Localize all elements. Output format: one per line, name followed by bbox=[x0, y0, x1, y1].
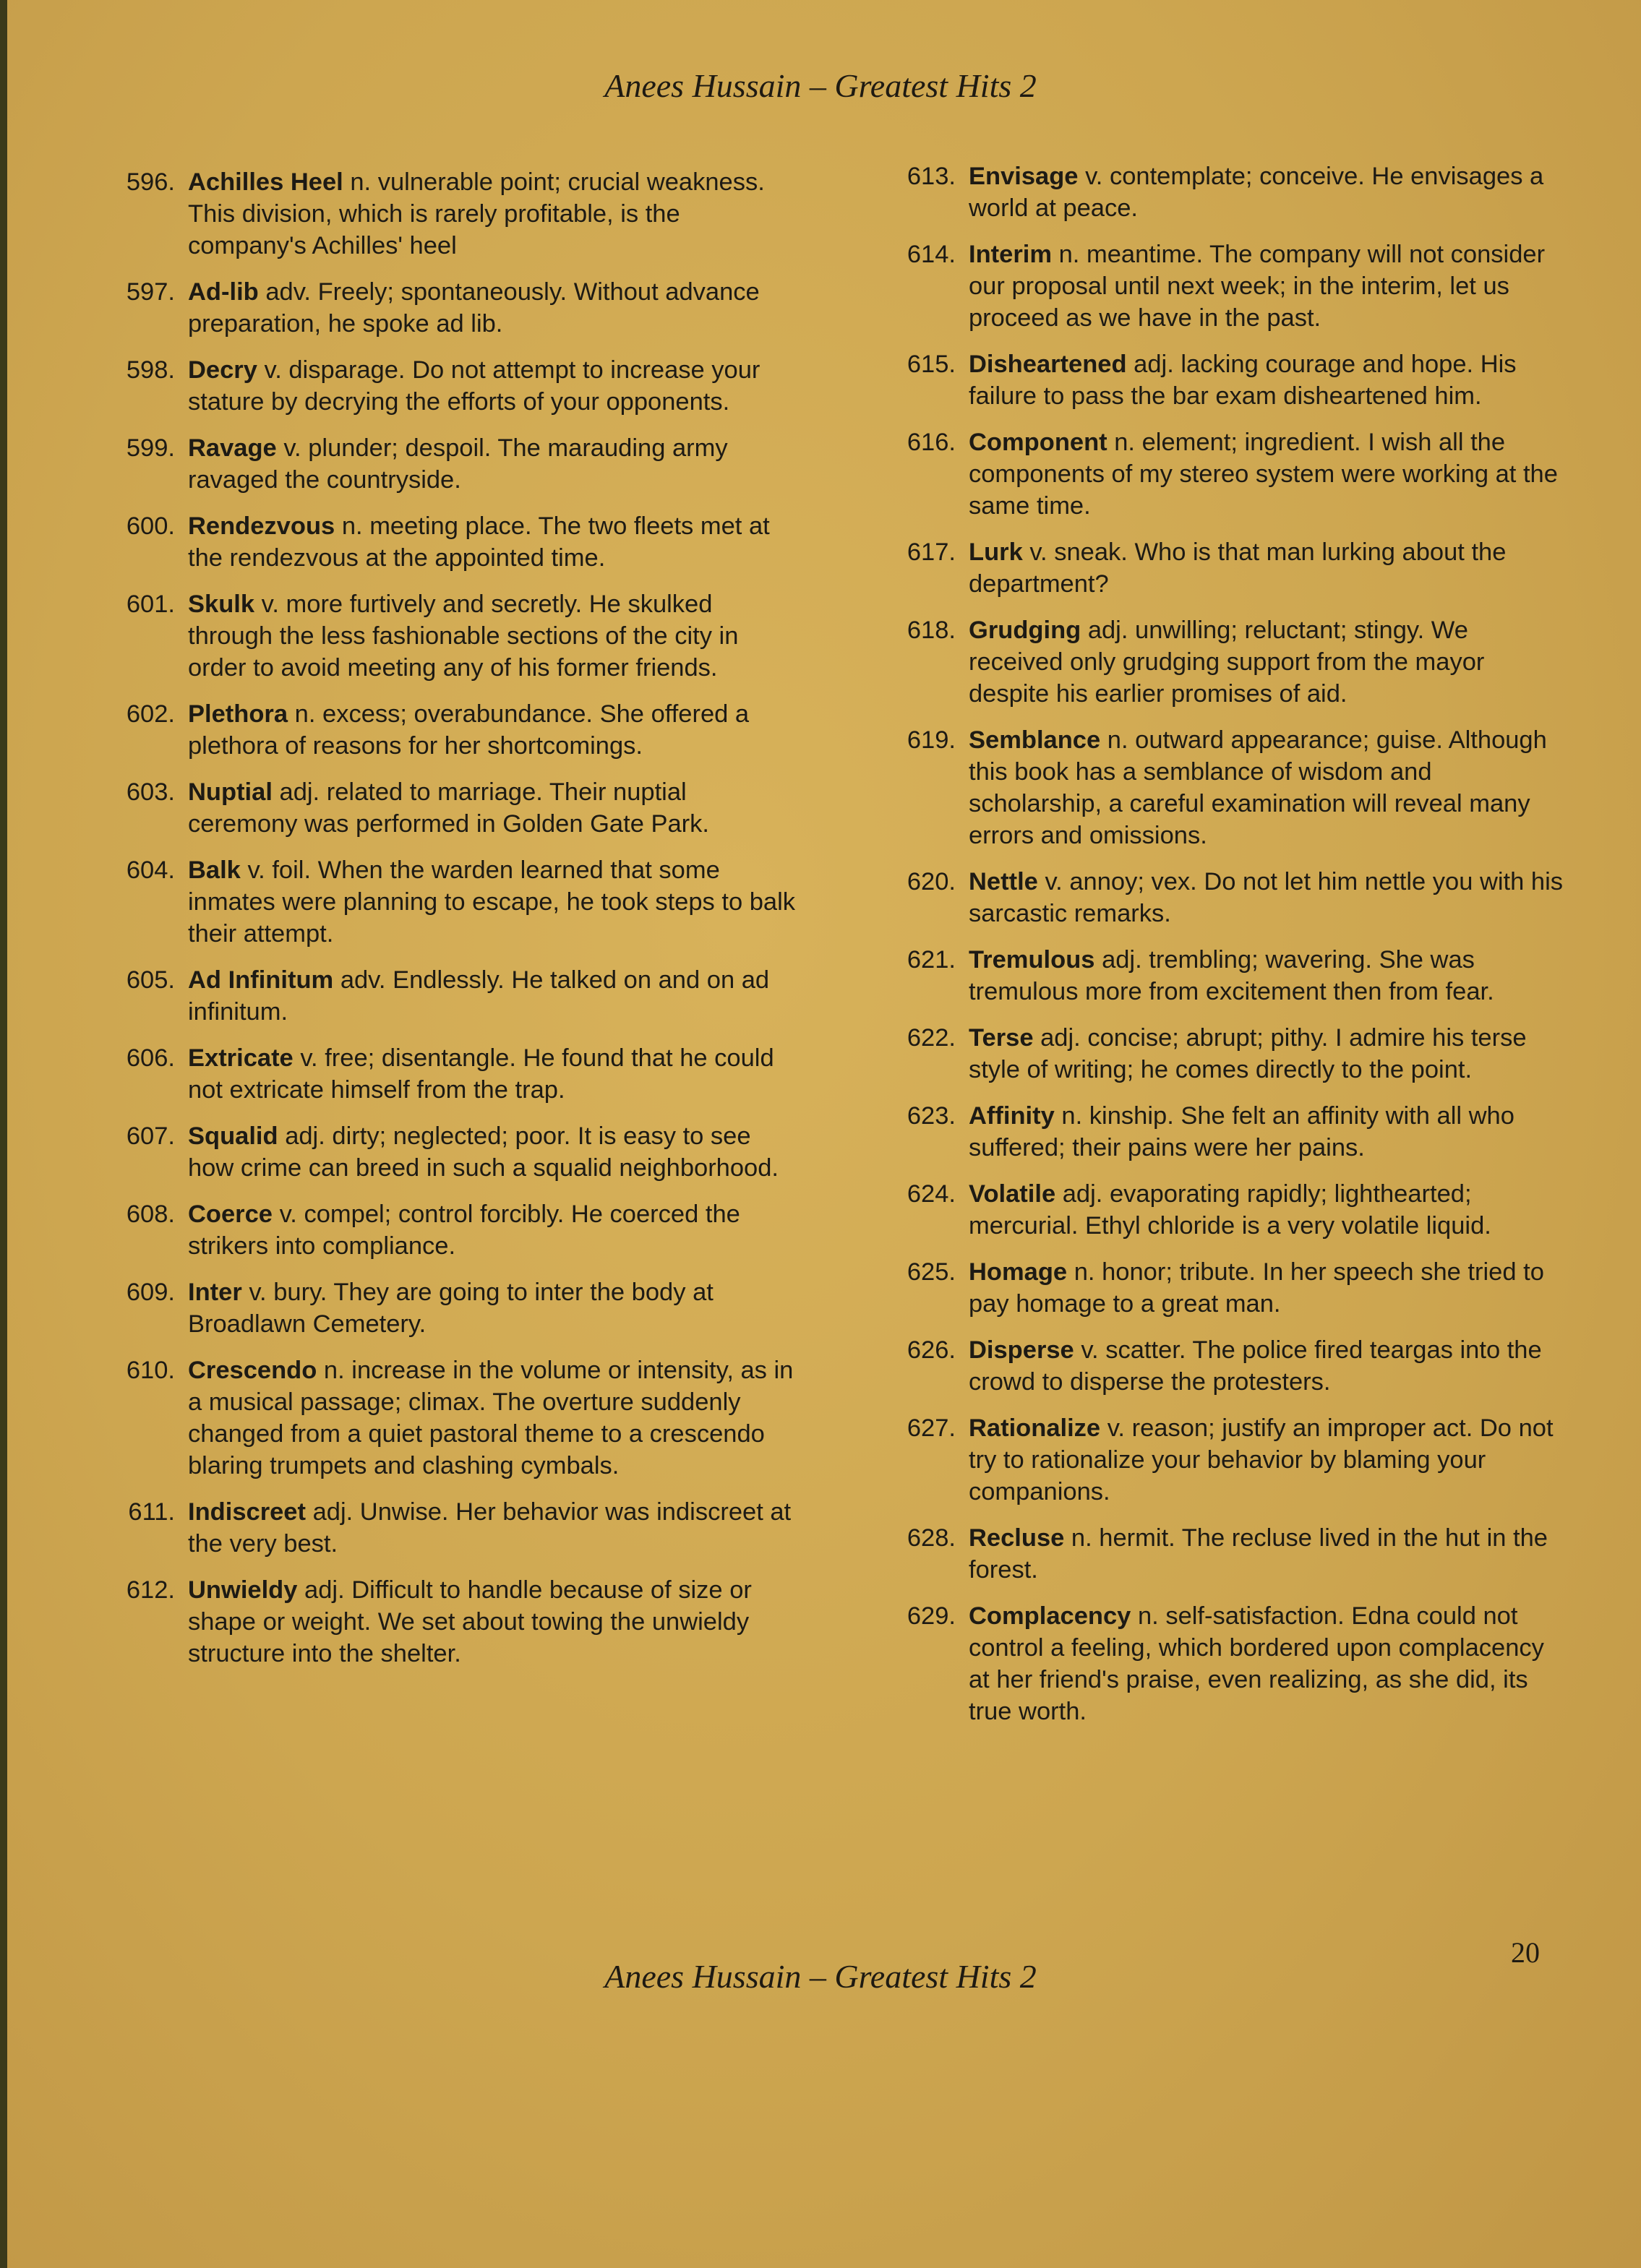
entry-body bbox=[969, 426, 1569, 522]
entry-part-of-speech: v. bbox=[283, 434, 301, 462]
entry-definition: foil. When the warden learned that some inmates were planning to escape, he took steps to balk their attempt. bbox=[188, 856, 796, 948]
entry-part-of-speech: v. bbox=[1081, 1336, 1099, 1364]
entry-part-of-speech: adj. bbox=[304, 1576, 345, 1604]
entry-number: 596. bbox=[126, 168, 175, 196]
entry-part-of-speech: n. bbox=[294, 700, 316, 728]
entry-term: Grudging bbox=[969, 617, 1081, 644]
entry-term: Squalid bbox=[188, 1122, 278, 1150]
entry-part-of-speech: adj. bbox=[1040, 1024, 1081, 1052]
entry-number: 626. bbox=[907, 1336, 956, 1364]
entry-part-of-speech: adj. bbox=[1087, 617, 1128, 644]
vocab-entry bbox=[875, 160, 1569, 224]
entry-definition: plunder; despoil. The marauding army ravaged the countryside. bbox=[188, 434, 728, 494]
entry-body bbox=[969, 1600, 1569, 1727]
entry-body bbox=[188, 276, 795, 340]
entry-number: 610. bbox=[126, 1357, 175, 1384]
entry-part-of-speech: n. bbox=[350, 168, 372, 196]
entry-number: 606. bbox=[126, 1044, 175, 1072]
entry-number: 624. bbox=[907, 1180, 956, 1208]
entry-part-of-speech: v. bbox=[1045, 868, 1063, 895]
entry-number: 627. bbox=[907, 1414, 956, 1442]
entry-part-of-speech: v. bbox=[300, 1044, 318, 1072]
entry-term: Ravage bbox=[188, 434, 277, 462]
entry-body bbox=[969, 1256, 1569, 1320]
entry-term: Achilles Heel bbox=[188, 168, 343, 196]
entry-number: 608. bbox=[126, 1200, 175, 1228]
entry-definition: Difficult to handle because of size or shape or weight. We set about towing the unwieldy structure into the shelter. bbox=[188, 1576, 752, 1667]
entry-term: Tremulous bbox=[969, 946, 1095, 974]
entry-definition: trembling; wavering. She was tremulous more from excitement then from fear. bbox=[969, 946, 1494, 1005]
entry-definition: evaporating rapidly; lighthearted; mercurial. Ethyl chloride is a very volatile liquid. bbox=[969, 1180, 1491, 1240]
entry-term: Plethora bbox=[188, 700, 288, 728]
entry-definition: lacking courage and hope. His failure to pass the bar exam disheartened him. bbox=[969, 351, 1517, 410]
vocab-entry bbox=[87, 510, 795, 574]
vocab-entry bbox=[875, 614, 1569, 710]
entry-definition: reason; justify an improper act. Do not try to rationalize your behavior by blaming your companions. bbox=[969, 1414, 1554, 1505]
entry-number: 613. bbox=[907, 163, 956, 190]
entry-definition: more furtively and secretly. He skulked through the less fashionable sections of the city in order to avoid meeting any of his former friends. bbox=[188, 590, 739, 682]
entry-number: 620. bbox=[907, 868, 956, 895]
vocab-entry bbox=[87, 964, 795, 1028]
page-number: 20 bbox=[1511, 1936, 1540, 1969]
vocab-entry bbox=[87, 1276, 795, 1340]
entry-number: 628. bbox=[907, 1524, 956, 1552]
entry-definition: self-satisfaction. Edna could not control a feeling, which bordered upon complacency at her friend's praise, even realizing, as she did, its true worth. bbox=[969, 1602, 1544, 1725]
entry-body bbox=[969, 1522, 1569, 1586]
vocab-entry bbox=[87, 1198, 795, 1262]
entry-body bbox=[188, 432, 795, 496]
vocab-entry bbox=[875, 426, 1569, 522]
entry-part-of-speech: adj. bbox=[285, 1122, 325, 1150]
vocab-entry bbox=[87, 1354, 795, 1482]
entry-term: Envisage bbox=[969, 163, 1079, 190]
entry-part-of-speech: n. bbox=[1114, 429, 1136, 456]
vocab-entry bbox=[875, 1178, 1569, 1242]
entry-number: 597. bbox=[126, 278, 175, 306]
page-edge bbox=[0, 0, 7, 2268]
entry-part-of-speech: n. bbox=[1061, 1102, 1083, 1130]
entry-term: Disperse bbox=[969, 1336, 1074, 1364]
entry-body bbox=[969, 1100, 1569, 1164]
vocab-entry bbox=[875, 1522, 1569, 1586]
entry-part-of-speech: adv. bbox=[265, 278, 311, 306]
entry-body bbox=[969, 1412, 1569, 1508]
entry-number: 622. bbox=[907, 1024, 956, 1052]
vocab-entry bbox=[87, 776, 795, 840]
entry-term: Balk bbox=[188, 856, 241, 884]
vocab-entry bbox=[87, 276, 795, 340]
right-column bbox=[875, 160, 1569, 1742]
entry-body bbox=[188, 354, 795, 418]
entry-term: Ad-lib bbox=[188, 278, 259, 306]
entry-term: Complacency bbox=[969, 1602, 1131, 1630]
entry-number: 616. bbox=[907, 429, 956, 456]
entry-definition: vulnerable point; crucial weakness. This division, which is rarely profitable, is the company's Achilles' heel bbox=[188, 168, 765, 259]
entry-number: 609. bbox=[126, 1279, 175, 1306]
entry-definition: sneak. Who is that man lurking about the department? bbox=[969, 538, 1507, 598]
entry-body bbox=[188, 1574, 795, 1670]
entry-body bbox=[969, 1334, 1569, 1398]
entry-number: 617. bbox=[907, 538, 956, 566]
entry-body bbox=[188, 510, 795, 574]
entry-number: 605. bbox=[126, 966, 175, 994]
entry-part-of-speech: v. bbox=[264, 356, 282, 384]
entry-term: Rendezvous bbox=[188, 512, 335, 540]
entry-number: 602. bbox=[126, 700, 175, 728]
entry-definition: disparage. Do not attempt to increase your stature by decrying the efforts of your opponents. bbox=[188, 356, 760, 416]
entry-part-of-speech: adj. bbox=[1102, 946, 1142, 974]
entry-body bbox=[969, 1022, 1569, 1086]
entry-part-of-speech: n. bbox=[1074, 1258, 1095, 1286]
entry-number: 625. bbox=[907, 1258, 956, 1286]
vocab-entry bbox=[875, 536, 1569, 600]
entry-number: 629. bbox=[907, 1602, 956, 1630]
entry-number: 623. bbox=[907, 1102, 956, 1130]
entry-part-of-speech: adj. bbox=[1134, 351, 1174, 378]
entry-body bbox=[969, 944, 1569, 1008]
entry-number: 621. bbox=[907, 946, 956, 974]
entry-body bbox=[969, 239, 1569, 334]
entry-body bbox=[188, 1198, 795, 1262]
entry-number: 603. bbox=[126, 778, 175, 806]
entry-term: Rationalize bbox=[969, 1414, 1101, 1442]
vocab-entry bbox=[87, 166, 795, 262]
entry-term: Nettle bbox=[969, 868, 1038, 895]
entry-definition: scatter. The police fired teargas into the crowd to disperse the protesters. bbox=[969, 1336, 1542, 1396]
entry-definition: compel; control forcibly. He coerced the strikers into compliance. bbox=[188, 1200, 740, 1260]
vocab-entry bbox=[87, 1574, 795, 1670]
entry-term: Skulk bbox=[188, 590, 255, 618]
vocab-entry bbox=[87, 432, 795, 496]
vocab-entry bbox=[875, 348, 1569, 412]
entry-body bbox=[188, 776, 795, 840]
left-column bbox=[87, 166, 795, 1684]
entry-body bbox=[188, 1042, 795, 1106]
entry-part-of-speech: v. bbox=[247, 856, 265, 884]
vocab-entry bbox=[875, 1334, 1569, 1398]
entry-number: 599. bbox=[126, 434, 175, 462]
entry-number: 614. bbox=[907, 241, 956, 268]
entry-part-of-speech: v. bbox=[279, 1200, 297, 1228]
entry-term: Volatile bbox=[969, 1180, 1056, 1208]
entry-number: 601. bbox=[126, 590, 175, 618]
entry-part-of-speech: adv. bbox=[340, 966, 386, 994]
entry-body bbox=[969, 160, 1569, 224]
entry-part-of-speech: n. bbox=[1137, 1602, 1159, 1630]
page-footer: Anees Hussain – Greatest Hits 2 bbox=[604, 1958, 1037, 1995]
entry-term: Coerce bbox=[188, 1200, 273, 1228]
entry-part-of-speech: v. bbox=[1029, 538, 1047, 566]
vocab-entry bbox=[875, 944, 1569, 1008]
entry-part-of-speech: v. bbox=[249, 1279, 267, 1306]
entry-definition: element; ingredient. I wish all the components of my stereo system were working at the same time. bbox=[969, 429, 1558, 520]
entry-part-of-speech: v. bbox=[1107, 1414, 1125, 1442]
vocab-entry bbox=[875, 724, 1569, 851]
page-header: Anees Hussain – Greatest Hits 2 bbox=[604, 67, 1037, 104]
entry-number: 600. bbox=[126, 512, 175, 540]
entry-definition: excess; overabundance. She offered a plethora of reasons for her shortcomings. bbox=[188, 700, 750, 760]
entry-term: Nuptial bbox=[188, 778, 273, 806]
entry-body bbox=[188, 854, 795, 950]
entry-term: Disheartened bbox=[969, 351, 1127, 378]
entry-definition: dirty; neglected; poor. It is easy to see how crime can breed in such a squalid neighborhood. bbox=[188, 1122, 779, 1182]
entry-part-of-speech: n. bbox=[1058, 241, 1080, 268]
vocab-entry bbox=[875, 1412, 1569, 1508]
entry-definition: related to marriage. Their nuptial ceremony was performed in Golden Gate Park. bbox=[188, 778, 709, 838]
entry-definition: contemplate; conceive. He envisages a world at peace. bbox=[969, 163, 1544, 222]
entry-term: Homage bbox=[969, 1258, 1068, 1286]
entry-definition: Unwise. Her behavior was indiscreet at the very best. bbox=[188, 1498, 792, 1558]
entry-definition: Freely; spontaneously. Without advance preparation, he spoke ad lib. bbox=[188, 278, 760, 338]
entry-body bbox=[188, 1354, 795, 1482]
entry-part-of-speech: v. bbox=[1085, 163, 1103, 190]
entry-definition: free; disentangle. He found that he could not extricate himself from the trap. bbox=[188, 1044, 774, 1104]
entry-term: Semblance bbox=[969, 726, 1101, 754]
entry-body bbox=[969, 724, 1569, 851]
entry-definition: kinship. She felt an affinity with all who suffered; their pains were her pains. bbox=[969, 1102, 1514, 1161]
entry-term: Interim bbox=[969, 241, 1053, 268]
entry-term: Recluse bbox=[969, 1524, 1065, 1552]
vocab-entry bbox=[87, 698, 795, 762]
entry-definition: honor; tribute. In her speech she tried to pay homage to a great man. bbox=[969, 1258, 1544, 1318]
entry-term: Decry bbox=[188, 356, 257, 384]
entry-term: Unwieldy bbox=[188, 1576, 298, 1604]
entry-number: 604. bbox=[126, 856, 175, 884]
entry-number: 618. bbox=[907, 617, 956, 644]
entry-body bbox=[188, 698, 795, 762]
entry-definition: meantime. The company will not consider our proposal until next week; in the interim, let us proceed as we have in the past. bbox=[969, 241, 1546, 332]
entry-definition: annoy; vex. Do not let him nettle you with his sarcastic remarks. bbox=[969, 868, 1564, 927]
entry-body bbox=[188, 1120, 795, 1184]
entry-term: Extricate bbox=[188, 1044, 294, 1072]
entry-part-of-speech: adj. bbox=[312, 1498, 354, 1526]
entry-body bbox=[969, 614, 1569, 710]
entry-definition: concise; abrupt; pithy. I admire his terse style of writing; he comes directly to the point. bbox=[969, 1024, 1527, 1083]
entry-body bbox=[188, 964, 795, 1028]
vocab-entry bbox=[87, 354, 795, 418]
entry-definition: bury. They are going to inter the body at Broadlawn Cemetery. bbox=[188, 1279, 714, 1338]
entry-number: 612. bbox=[126, 1576, 175, 1604]
entry-definition: meeting place. The two fleets met at the rendezvous at the appointed time. bbox=[188, 512, 770, 572]
vocab-entry bbox=[875, 866, 1569, 929]
entry-part-of-speech: n. bbox=[341, 512, 363, 540]
vocab-entry bbox=[875, 239, 1569, 334]
entry-part-of-speech: n. bbox=[1107, 726, 1128, 754]
entry-number: 619. bbox=[907, 726, 956, 754]
entry-part-of-speech: adj. bbox=[279, 778, 320, 806]
entry-definition: hermit. The recluse lived in the hut in the forest. bbox=[969, 1524, 1548, 1584]
entry-body bbox=[188, 588, 795, 684]
vocab-entry bbox=[87, 1496, 795, 1560]
entry-term: Component bbox=[969, 429, 1107, 456]
entry-part-of-speech: n. bbox=[1071, 1524, 1092, 1552]
entry-term: Affinity bbox=[969, 1102, 1055, 1130]
entry-term: Lurk bbox=[969, 538, 1023, 566]
entry-part-of-speech: v. bbox=[261, 590, 279, 618]
vocab-entry bbox=[87, 1042, 795, 1106]
entry-body bbox=[969, 348, 1569, 412]
entry-definition: increase in the volume or intensity, as in a musical passage; climax. The overture suddenly changed from a quiet pastoral theme to a crescendo blaring trumpets and clashing cymbals. bbox=[188, 1357, 794, 1479]
entry-term: Inter bbox=[188, 1279, 242, 1306]
entry-number: 611. bbox=[128, 1498, 175, 1526]
vocab-entry bbox=[875, 1022, 1569, 1086]
vocab-entry bbox=[875, 1600, 1569, 1727]
entry-body bbox=[188, 1496, 795, 1560]
entry-number: 615. bbox=[907, 351, 956, 378]
entry-term: Ad Infinitum bbox=[188, 966, 334, 994]
vocab-entry bbox=[875, 1256, 1569, 1320]
entry-body bbox=[969, 536, 1569, 600]
entry-body bbox=[969, 866, 1569, 929]
entry-definition: outward appearance; guise. Although this book has a semblance of wisdom and scholarship, a careful examination will reveal many errors and omissions. bbox=[969, 726, 1547, 849]
entry-body bbox=[188, 1276, 795, 1340]
entry-definition: Endlessly. He talked on and on ad infinitum. bbox=[188, 966, 770, 1026]
vocab-entry bbox=[87, 854, 795, 950]
entry-definition: unwilling; reluctant; stingy. We received only grudging support from the mayor despite his earlier promises of aid. bbox=[969, 617, 1485, 708]
entry-term: Crescendo bbox=[188, 1357, 317, 1384]
entry-number: 598. bbox=[126, 356, 175, 384]
entry-part-of-speech: n. bbox=[323, 1357, 345, 1384]
entry-part-of-speech: adj. bbox=[1062, 1180, 1103, 1208]
vocab-entry bbox=[87, 1120, 795, 1184]
entry-body bbox=[188, 166, 795, 262]
vocab-entry bbox=[875, 1100, 1569, 1164]
entry-term: Terse bbox=[969, 1024, 1034, 1052]
entry-term: Indiscreet bbox=[188, 1498, 306, 1526]
entry-body bbox=[969, 1178, 1569, 1242]
entry-number: 607. bbox=[126, 1122, 175, 1150]
vocab-entry bbox=[87, 588, 795, 684]
